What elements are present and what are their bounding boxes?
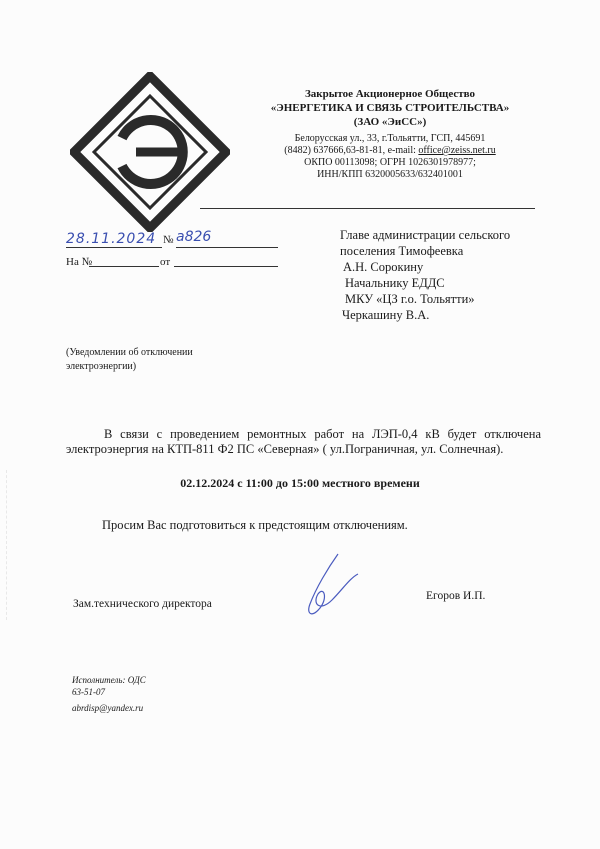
reference-from-label: от <box>160 256 171 268</box>
number-underline <box>176 247 278 248</box>
company-name: «ЭНЕРГЕТИКА И СВЯЗЬ СТРОИТЕЛЬСТВА» <box>270 102 510 114</box>
body-text: В связи с проведением ремонтных работ на ЛЭП-0,4 кВ будет отключена электроэнергия на КТП-811 Ф2 ПС «Северная» ( ул.Пограничная, ул. Солнечная). <box>66 427 541 456</box>
addressee-line: поселения Тимофеевка <box>340 244 464 258</box>
letter-body <box>66 427 541 457</box>
executor-line: Исполнитель: ОДС <box>72 675 146 685</box>
addressee-line: Начальнику ЕДДС <box>345 276 445 290</box>
executor-info <box>72 674 146 698</box>
outage-time: 02.12.2024 с 11:00 до 15:00 местного времени <box>180 476 420 490</box>
addressee-line: Черкашину В.А. <box>342 308 430 322</box>
outgoing-number-label: № <box>163 234 174 246</box>
date-underline <box>66 247 162 248</box>
addressee-line: А.Н. Сорокину <box>343 260 424 274</box>
company-phone: (8482) 637666,63-81-81, e-mail: <box>284 145 419 156</box>
signer-name: Егоров И.П. <box>426 590 486 602</box>
outgoing-number: а826 <box>176 229 212 245</box>
company-short-name: (ЗАО «ЭиСС») <box>353 116 427 128</box>
reference-label: На № <box>66 256 93 268</box>
executor-email: abrdisp@yandex.ru <box>72 703 144 713</box>
company-email: office@zeiss.net.ru <box>418 145 496 156</box>
company-inn: ИНН/КПП 6320005633/632401001 <box>317 169 463 180</box>
header-divider <box>200 208 535 209</box>
reference-from-underline <box>174 266 278 267</box>
addressee-line: Главе администрации сельского <box>340 228 511 242</box>
signer-position: Зам.технического директора <box>73 598 212 610</box>
handwritten-signature <box>298 548 408 628</box>
company-address: Белорусская ул., 33, г.Тольятти, ГСП, 445691 <box>294 133 486 144</box>
scan-artifact <box>6 470 7 620</box>
outgoing-date: 28.11.2024 <box>66 231 157 247</box>
company-okpo: ОКПО 00113098; ОГРН 1026301978977; <box>304 157 476 168</box>
request-text: Просим Вас подготовиться к предстоящим отключениям. <box>102 518 408 532</box>
company-contacts <box>240 145 540 157</box>
company-header <box>240 88 540 181</box>
company-type: Закрытое Акционерное Общество <box>304 88 476 100</box>
reference-underline <box>89 266 159 267</box>
executor-phone: 63-51-07 <box>72 687 105 697</box>
addressee-line: МКУ «ЦЗ г.о. Тольятти» <box>345 292 475 306</box>
letter-subject: (Уведомлении об отключении электроэнергии) <box>66 347 193 372</box>
